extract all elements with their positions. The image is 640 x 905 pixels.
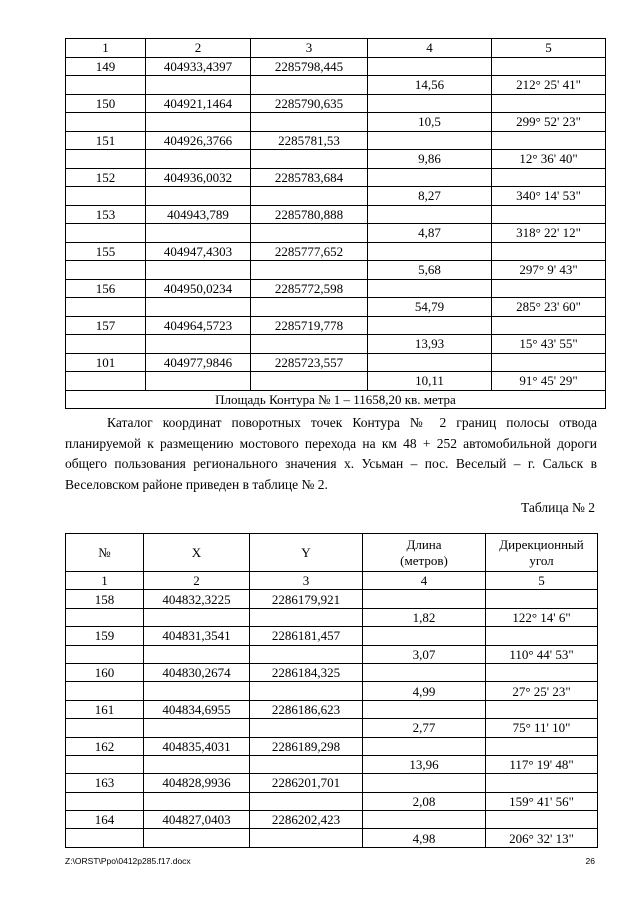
table-cell (486, 627, 598, 645)
table-cell (492, 242, 606, 261)
table-row (66, 353, 606, 372)
table-cell (66, 335, 146, 354)
table-cell (66, 261, 146, 280)
table-cell: 10,11 (368, 372, 492, 391)
table-cell: 152 (66, 168, 146, 187)
table-cell (492, 57, 606, 76)
table-cell: 2286189,298 (250, 737, 363, 755)
table-cell (66, 113, 146, 132)
table-cell: 156 (66, 279, 146, 298)
table-cell: 8,27 (368, 187, 492, 206)
table-cell: X (144, 534, 250, 572)
table-cell (66, 792, 144, 810)
table-cell: 1 (66, 39, 146, 58)
table-cell: 2286184,325 (250, 663, 363, 681)
table-cell (66, 187, 146, 206)
table-cell: 75° 11' 10" (486, 719, 598, 737)
table-cell: 2285790,635 (251, 94, 368, 113)
table-cell (144, 719, 250, 737)
table-cell: 2 (146, 39, 251, 58)
table-cell: 404933,4397 (146, 57, 251, 76)
table-cell: 163 (66, 774, 144, 792)
table-cell (363, 811, 486, 829)
table-cell: 3 (250, 572, 363, 590)
table-cell: 404831,3541 (144, 627, 250, 645)
table-cell (486, 700, 598, 718)
table-row (66, 131, 606, 150)
table-cell (66, 298, 146, 317)
table-cell: 162 (66, 737, 144, 755)
table-cell: 297° 9' 43" (492, 261, 606, 280)
table-cell: 155 (66, 242, 146, 261)
table-row (66, 682, 598, 700)
table-row (66, 645, 598, 663)
table-cell: 2285772,598 (251, 279, 368, 298)
table-row (66, 719, 598, 737)
table-row (66, 627, 598, 645)
table-cell: 2285783,684 (251, 168, 368, 187)
table-row (66, 590, 598, 608)
table-cell: 158 (66, 590, 144, 608)
table-cell: 404936,0032 (146, 168, 251, 187)
table-cell: Дирекционный угол (486, 534, 598, 572)
table-cell: 3,07 (363, 645, 486, 663)
table-cell (368, 57, 492, 76)
table-cell: 9,86 (368, 150, 492, 169)
table-cell: 14,56 (368, 76, 492, 95)
table-row (66, 608, 598, 626)
table-row (66, 335, 606, 354)
table-cell (363, 590, 486, 608)
table-cell (368, 353, 492, 372)
page-number: 26 (585, 856, 595, 866)
table-cell: № (66, 534, 144, 572)
table-cell (250, 608, 363, 626)
table-cell (146, 224, 251, 243)
table-cell (363, 663, 486, 681)
table-cell: 5 (486, 572, 598, 590)
table-cell (66, 372, 146, 391)
table-cell: 404832,3225 (144, 590, 250, 608)
table-cell (363, 700, 486, 718)
table-cell (251, 187, 368, 206)
table-cell (146, 150, 251, 169)
table-row (66, 774, 598, 792)
table-row (66, 150, 606, 169)
table-cell (66, 682, 144, 700)
table-cell: 4,98 (363, 829, 486, 847)
table-row (66, 205, 606, 224)
table-cell (492, 94, 606, 113)
table-cell: 404921,1464 (146, 94, 251, 113)
table-cell: 2286201,701 (250, 774, 363, 792)
table-cell: 122° 14' 6" (486, 608, 598, 626)
table-cell: Длина (метров) (363, 534, 486, 572)
table-row (66, 113, 606, 132)
table-cell: 159° 41' 56" (486, 792, 598, 810)
area-total-cell: Площадь Контура № 1 – 11658,20 кв. метра (66, 390, 606, 409)
table-cell: 110° 44' 53" (486, 645, 598, 663)
table-cell: 212° 25' 41" (492, 76, 606, 95)
table-cell (368, 131, 492, 150)
table-cell (251, 372, 368, 391)
table-cell: 2285723,557 (251, 353, 368, 372)
table-cell (144, 682, 250, 700)
table-cell: 404926,3766 (146, 131, 251, 150)
table-row (66, 755, 598, 773)
table-row (66, 792, 598, 810)
table-cell: 206° 32' 13" (486, 829, 598, 847)
table-cell (66, 645, 144, 663)
column-number-row (66, 39, 606, 58)
table-cell (66, 608, 144, 626)
table-cell (486, 663, 598, 681)
table-cell: 404964,5723 (146, 316, 251, 335)
table-cell (492, 353, 606, 372)
table-cell: 12° 36' 40" (492, 150, 606, 169)
table-cell: 150 (66, 94, 146, 113)
table-cell (368, 279, 492, 298)
table-row (66, 298, 606, 317)
table-cell: 1 (66, 572, 144, 590)
table-cell (486, 774, 598, 792)
table-cell (66, 150, 146, 169)
table-cell (66, 76, 146, 95)
table-row (66, 187, 606, 206)
table-cell (492, 168, 606, 187)
table-row (66, 372, 606, 391)
table-cell (492, 316, 606, 335)
table-cell (251, 76, 368, 95)
table-cell: 161 (66, 700, 144, 718)
table-cell: Y (250, 534, 363, 572)
table-row (66, 168, 606, 187)
table-cell: 164 (66, 811, 144, 829)
table-cell: 404835,4031 (144, 737, 250, 755)
table-row (66, 224, 606, 243)
contour-1-coordinates-table (65, 38, 606, 409)
table-cell: 101 (66, 353, 146, 372)
table-cell: 2285780,888 (251, 205, 368, 224)
table-cell (250, 719, 363, 737)
table-cell (144, 608, 250, 626)
table-cell (368, 205, 492, 224)
table-cell (251, 150, 368, 169)
table-cell: 404950,0234 (146, 279, 251, 298)
table-row (66, 700, 598, 718)
footer-file-path: Z:\ORST\Ppo\0412p285.f17.docx (65, 856, 191, 866)
table-cell: 404827,0403 (144, 811, 250, 829)
table-cell (251, 224, 368, 243)
contour-2-coordinates-table (65, 533, 598, 848)
table-cell (486, 737, 598, 755)
table-cell (251, 298, 368, 317)
table-row (66, 279, 606, 298)
table-cell (492, 131, 606, 150)
table-cell (144, 792, 250, 810)
table-cell: 153 (66, 205, 146, 224)
table-cell (251, 335, 368, 354)
table-cell: 15° 43' 55" (492, 335, 606, 354)
table-row (66, 94, 606, 113)
table-cell: 404977,9846 (146, 353, 251, 372)
table-row (66, 261, 606, 280)
table-cell (486, 811, 598, 829)
table-cell: 2285777,652 (251, 242, 368, 261)
table-cell (146, 261, 251, 280)
table-cell (492, 279, 606, 298)
table-cell: 54,79 (368, 298, 492, 317)
table-row (66, 57, 606, 76)
table-cell (250, 829, 363, 847)
table-cell (66, 755, 144, 773)
table-row (66, 316, 606, 335)
table-cell: 404830,2674 (144, 663, 250, 681)
table-cell: 285° 23' 60" (492, 298, 606, 317)
table-row (66, 663, 598, 681)
table-cell: 149 (66, 57, 146, 76)
table-cell: 10,5 (368, 113, 492, 132)
table-row (66, 829, 598, 847)
table-cell (146, 76, 251, 95)
table-cell (368, 242, 492, 261)
table-row (66, 76, 606, 95)
table-cell: 318° 22' 12" (492, 224, 606, 243)
table-cell: 159 (66, 627, 144, 645)
table-cell (144, 829, 250, 847)
table-cell: 4,99 (363, 682, 486, 700)
table-cell: 13,93 (368, 335, 492, 354)
table-cell: 91° 45' 29" (492, 372, 606, 391)
table-cell (363, 737, 486, 755)
area-total-row (66, 390, 606, 409)
table-row (66, 737, 598, 755)
table-cell: 160 (66, 663, 144, 681)
table-cell (66, 224, 146, 243)
table-cell (144, 755, 250, 773)
table-cell: 404947,4303 (146, 242, 251, 261)
table-cell: 2,77 (363, 719, 486, 737)
table-2-label: Таблица № 2 (521, 500, 595, 515)
table-cell: 299° 52' 23" (492, 113, 606, 132)
table-cell: 151 (66, 131, 146, 150)
table-cell (146, 335, 251, 354)
table-cell: 2285719,778 (251, 316, 368, 335)
table-cell: 1,82 (363, 608, 486, 626)
table-cell (66, 719, 144, 737)
table-cell: 117° 19' 48" (486, 755, 598, 773)
table-cell: 27° 25' 23" (486, 682, 598, 700)
table-cell: 157 (66, 316, 146, 335)
table-cell (251, 261, 368, 280)
table-cell (250, 682, 363, 700)
table-cell: 2285798,445 (251, 57, 368, 76)
table-cell: 2,08 (363, 792, 486, 810)
catalog-paragraph: Каталог координат поворотных точек Контура № 2 границ полосы отвода планируемой к размещению мостового перехода на км 48 + 252 автомобильной дороги общего пользования регионального значения х. Усьман – пос. Веселый – г. Сальск в Веселовском районе приведен в таблице № 2. (65, 415, 597, 492)
table-cell (368, 168, 492, 187)
table-cell (368, 316, 492, 335)
table-cell: 2286181,457 (250, 627, 363, 645)
table-cell: 2286186,623 (250, 700, 363, 718)
table-row (66, 242, 606, 261)
table-cell: 2285781,53 (251, 131, 368, 150)
column-number-row (66, 572, 598, 590)
table-cell (492, 205, 606, 224)
table-cell (250, 645, 363, 663)
table-cell (250, 755, 363, 773)
table-cell: 404834,6955 (144, 700, 250, 718)
header-row (66, 534, 598, 572)
table-cell (146, 187, 251, 206)
table-cell: 2286179,921 (250, 590, 363, 608)
table-row (66, 811, 598, 829)
table-cell: 4 (363, 572, 486, 590)
table-cell: 340° 14' 53" (492, 187, 606, 206)
table-cell: 2286202,423 (250, 811, 363, 829)
table-cell (144, 645, 250, 663)
table-cell: 4 (368, 39, 492, 58)
table-cell: 13,96 (363, 755, 486, 773)
table-cell (486, 590, 598, 608)
table-cell (363, 627, 486, 645)
table-cell: 5,68 (368, 261, 492, 280)
table-cell (146, 372, 251, 391)
table-cell: 5 (492, 39, 606, 58)
table-cell (146, 113, 251, 132)
table-cell: 4,87 (368, 224, 492, 243)
table-cell (66, 829, 144, 847)
table-cell (250, 792, 363, 810)
table-cell: 3 (251, 39, 368, 58)
table-cell: 404828,9936 (144, 774, 250, 792)
table-cell (146, 298, 251, 317)
table-cell (368, 94, 492, 113)
table-cell (363, 774, 486, 792)
table-cell: 404943,789 (146, 205, 251, 224)
table-cell (251, 113, 368, 132)
table-cell: 2 (144, 572, 250, 590)
